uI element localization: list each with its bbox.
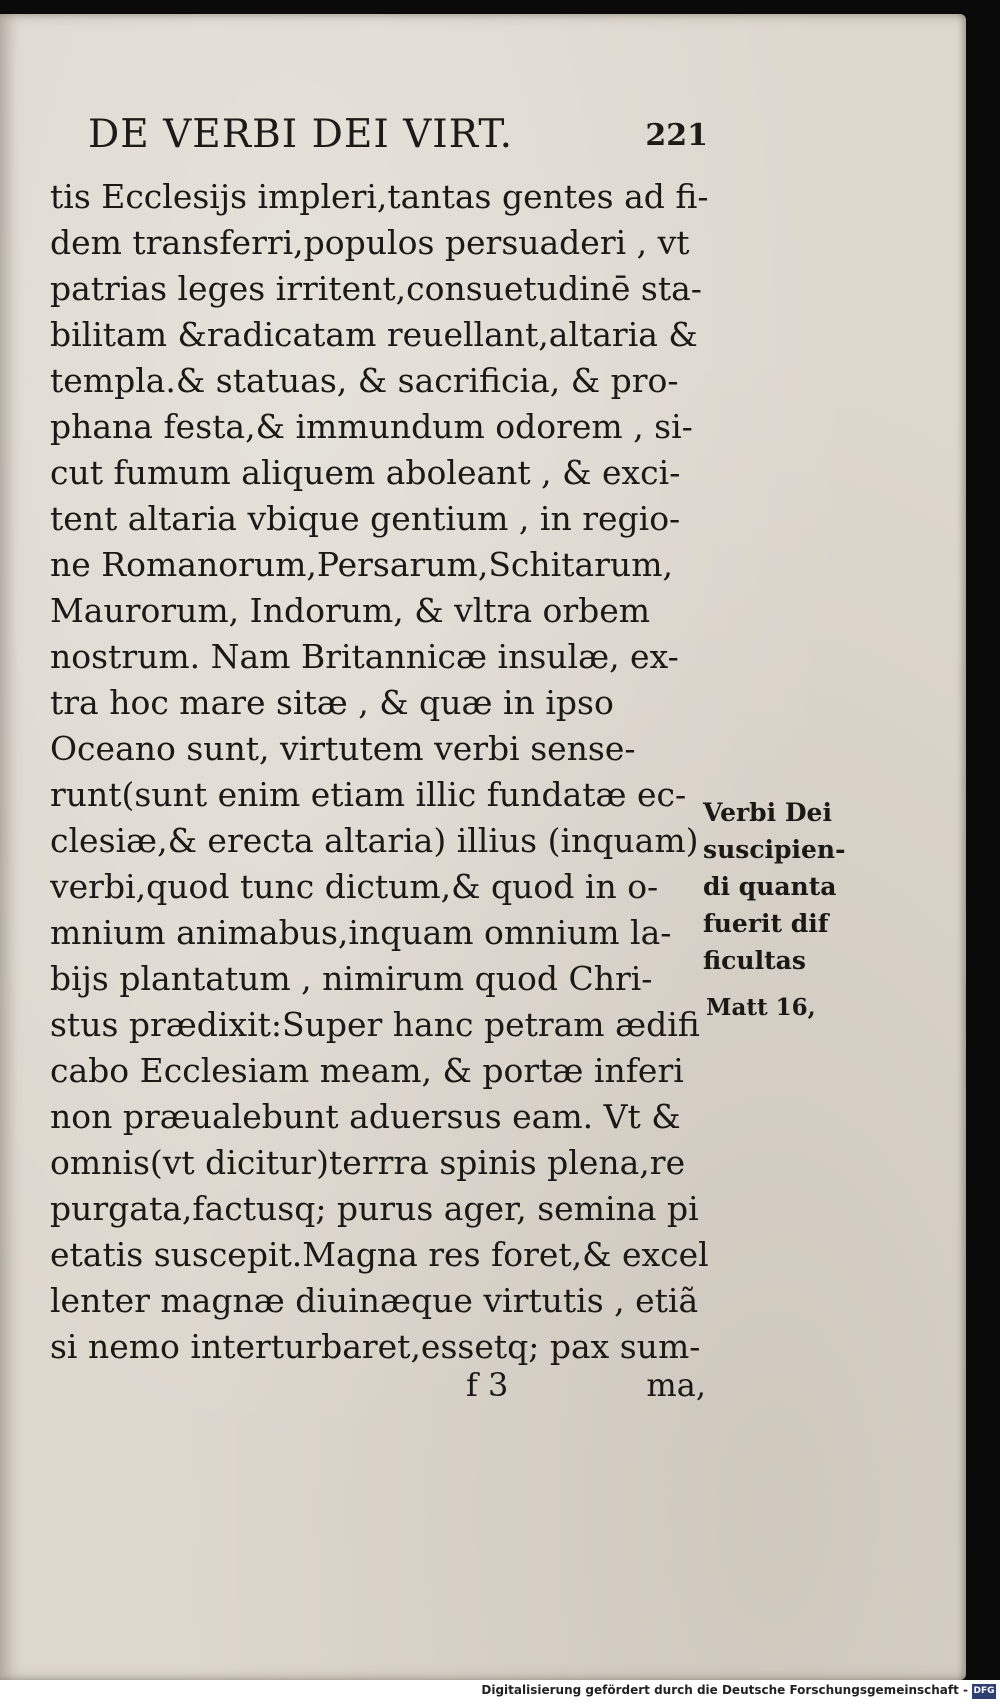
page-header	[88, 112, 708, 168]
text-line: tent altaria vbique gentium , in regio-	[50, 499, 681, 538]
text-line: bilitam &radicatam reuellant,altaria &	[50, 315, 698, 354]
text-line: Oceano sunt, virtutem verbi sense-	[50, 729, 636, 768]
text-line: bijs plantatum , nimirum quod Chri-	[50, 959, 653, 998]
text-line: tis Ecclesijs impleri,tantas gentes ad fi-	[50, 177, 709, 216]
text-line: mnium animabus,inquam omnium la-	[50, 913, 672, 952]
margin-note-line: di quanta	[703, 872, 837, 901]
book-page	[0, 14, 966, 1680]
text-line: phana festa,& immundum odorem , si-	[50, 407, 693, 446]
margin-note-line: Verbi Dei	[703, 798, 832, 827]
margin-note-line: ficultas	[703, 946, 806, 975]
text-line: runt(sunt enim etiam illic fundatæ ec-	[50, 775, 687, 814]
margin-note	[703, 794, 883, 979]
text-line: ne Romanorum,Persarum,Schitarum,	[50, 545, 673, 584]
text-line: Maurorum, Indorum, & vltra orbem	[50, 591, 651, 630]
text-line: non præualebunt aduersus eam. Vt &	[50, 1097, 681, 1136]
margin-note-line: suscipien-	[703, 835, 846, 864]
dfg-logo: DFG	[972, 1684, 996, 1699]
text-line: tra hoc mare sitæ , & quæ in ipso	[50, 683, 614, 722]
text-line: cabo Ecclesiam meam, & portæ inferi	[50, 1051, 684, 1090]
text-line: templa.& statuas, & sacrificia, & pro-	[50, 361, 679, 400]
text-line: lenter magnæ diuinæque virtutis , etiã	[50, 1281, 699, 1320]
text-line: stus prædixit:Super hanc petram ædifi	[50, 1005, 700, 1044]
text-line: si nemo interturbaret,essetq; pax sum-	[50, 1327, 701, 1366]
running-title: DE VERBI DEI VIRT.	[88, 112, 514, 157]
text-line: dem transferri,populos persuaderi , vt	[50, 223, 690, 262]
footer-credit: Digitalisierung gefördert durch die Deutsche Forschungsgemeinschaft -	[481, 1683, 968, 1697]
text-line: cut fumum aliquem aboleant , & exci-	[50, 453, 681, 492]
text-line: purgata,factusq; purus ager, semina pi	[50, 1189, 699, 1228]
text-line: etatis suscepit.Magna res foret,& excel	[50, 1235, 709, 1274]
body-text	[50, 174, 709, 1370]
catchline	[466, 1366, 706, 1410]
margin-note-line: fuerit dif	[703, 909, 829, 938]
text-line: patrias leges irritent,consuetudinē sta-	[50, 269, 702, 308]
catchword: ma,	[646, 1366, 706, 1404]
text-line: omnis(vt dicitur)terrra spinis plena,re	[50, 1143, 686, 1182]
text-line: clesiæ,& erecta altaria) illius (inquam)	[50, 821, 699, 860]
text-line: verbi,quod tunc dictum,& quod in o-	[50, 867, 659, 906]
footer-strip	[0, 1680, 1000, 1704]
text-line: nostrum. Nam Britannicæ insulæ, ex-	[50, 637, 679, 676]
margin-reference: Matt 16,	[706, 994, 816, 1021]
signature-mark: f 3	[466, 1366, 509, 1404]
page-number: 221	[645, 118, 708, 153]
